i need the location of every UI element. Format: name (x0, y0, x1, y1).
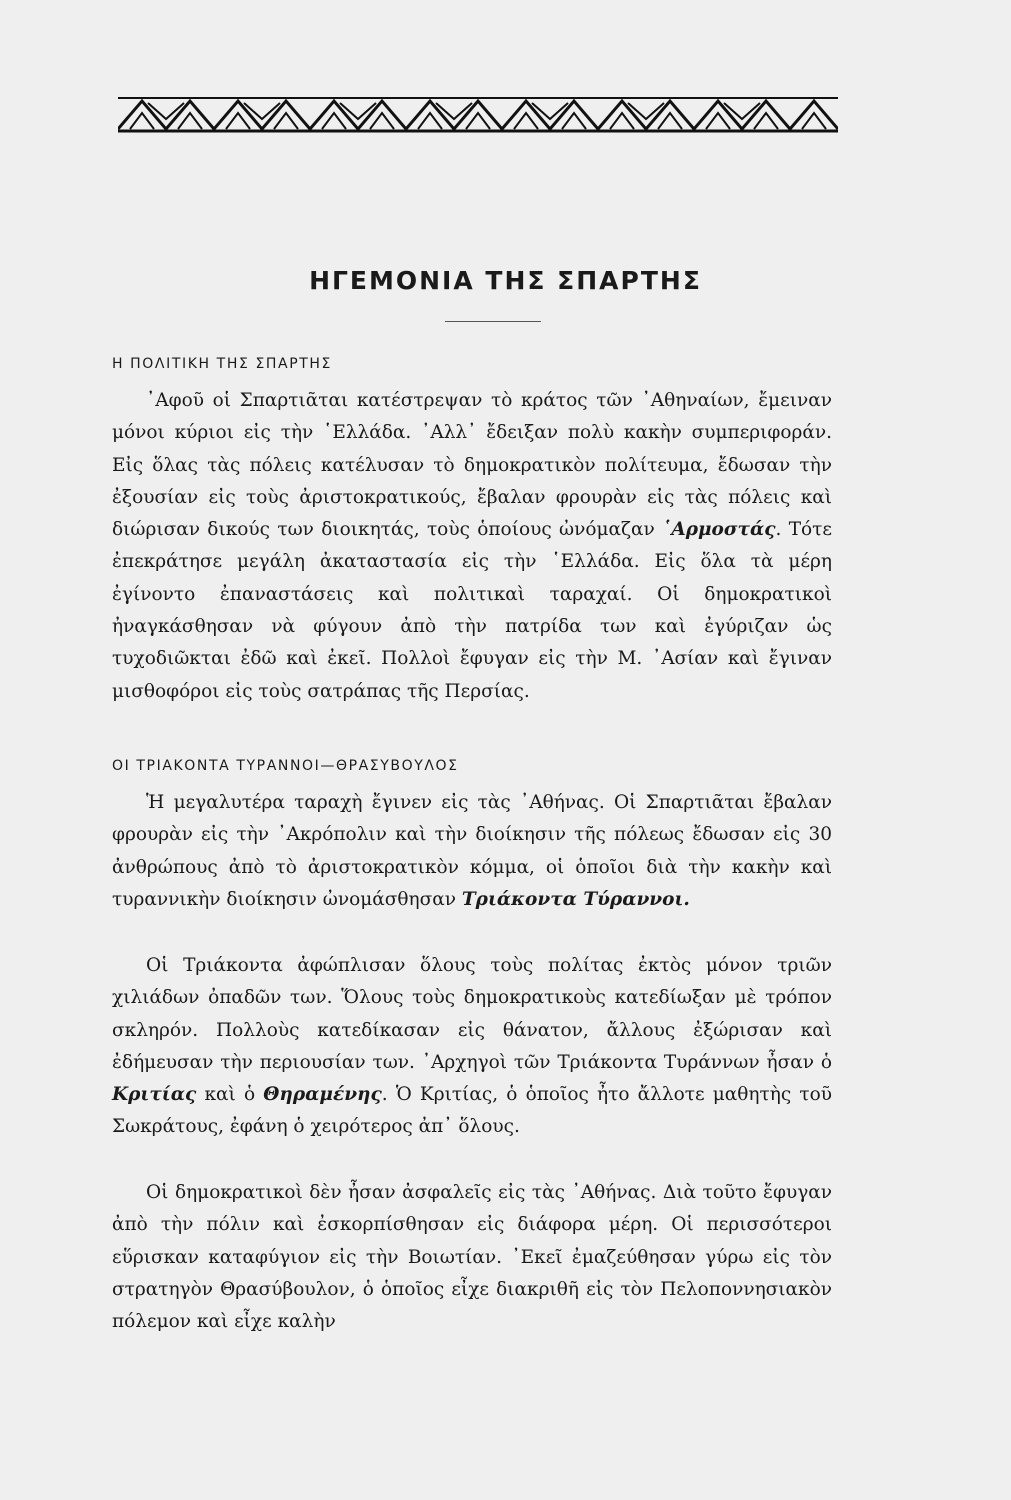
paragraph-text: . Ὁ Κριτίας, ὁ ὁποῖος ἦτο ἄλλοτε μαθητὴς τοῦ Σωκράτους, ἐφάνη ὁ χειρότερος ἀπ᾿ ὅλους. (112, 1084, 832, 1138)
chapter-title: ΗΓΕΜΟΝΙΑ ΤΗΣ ΣΠΑΡΤΗΣ (309, 266, 702, 295)
paragraph-democrats-exile (112, 1177, 832, 1338)
greek-meander-ornament (118, 95, 838, 135)
section-heading-politics: Η ΠΟΛΙΤΙΚΗ ΤΗΣ ΣΠΑΡΤΗΣ (112, 356, 332, 372)
paragraph-tyrants-rule (112, 950, 832, 1144)
paragraph-text: Οἱ δημοκρατικοὶ δὲν ἦσαν ἀσφαλεῖς εἰς τὰς ᾿Αθήνας. Διὰ τοῦτο ἔφυγαν ἀπὸ τὴν πόλιν καὶ ἐσκορπίσθησαν εἰς διάφορα μέρη. Οἱ περισσότεροι εὕρισκαν καταφύγιον εἰς τὴν Βοιωτίαν. ᾿Εκεῖ ἐμαζεύθησαν γύρω εἰς τὸν στρατηγὸν Θρασύβουλον, ὁ ὁποῖος εἶχε διακριθῆ εἰς τὸν Πελοποννησιακὸν πόλεμον καὶ εἶχε καλὴν (112, 1182, 832, 1333)
paragraph-tyrants-intro (112, 787, 832, 916)
paragraph-text: Οἱ Τριάκοντα ἀφώπλισαν ὅλους τοὺς πολίτας ἐκτὸς μόνον τριῶν χιλιάδων ὀπαδῶν των. Ὅλους τοὺς δημοκρατικοὺς κατεδίωξαν μὲ τρόπον σκληρόν. Πολλοὺς κατεδίκασαν εἰς θάνατον, ἄλλους ἐξώρισαν καὶ ἐδήμευσαν τὴν περιουσίαν των. ᾿Αρχηγοὶ τῶν Τριάκοντα Τυράννων ἦσαν ὁ (112, 955, 832, 1073)
term-thirty-tyrants: Τριάκοντα Τύραννοι. (461, 888, 690, 910)
term-theramenes: Θηραμένης (263, 1084, 382, 1106)
paragraph-text: Ἡ μεγαλυτέρα ταραχὴ ἔγινεν εἰς τὰς ᾿Αθήνας. Οἱ Σπαρτιᾶται ἔβαλαν φρουρὰν εἰς τὴν ᾿Ακρόπολιν καὶ τὴν διοίκησιν τῆς πόλεως ἔδωσαν εἰς 30 ἀνθρώπους ἀπὸ τὸ ἀριστοκρατικὸν κόμμα, οἱ ὁποῖοι διὰ τὴν κακὴν καὶ τυραννικὴν διοίκησιν ὠνομάσθησαν (112, 792, 832, 910)
title-underline (445, 321, 541, 322)
paragraph-text: . Τότε ἐπεκράτησε μεγάλη ἀκαταστασία εἰς τὴν ῾Ελλάδα. Εἰς ὅλα τὰ μέρη ἐγίνοντο ἐπαναστάσεις καὶ πολιτικαὶ ταραχαί. Οἱ δημοκρατικοὶ ἠναγκάσθησαν νὰ φύγουν ἀπὸ τὴν πατρίδα των καὶ ἐγύριζαν ὡς τυχοδιῶκται ἐδῶ καὶ ἐκεῖ. Πολλοὶ ἔφυγαν εἰς τὴν Μ. ᾿Ασίαν καὶ ἔγιναν μισθοφόροι εἰς τοὺς σατράπας τῆς Περσίας. (112, 519, 833, 702)
paragraph-politics (112, 385, 832, 708)
term-kritias: Κριτίας (112, 1084, 197, 1106)
paragraph-text: ᾿Αφοῦ οἱ Σπαρτιᾶται κατέστρεψαν τὸ κράτος τῶν ᾿Αθηναίων, ἔμειναν μόνοι κύριοι εἰς τὴν ῾Ελλάδα. ᾿Αλλ᾿ ἔδειξαν πολὺ κακὴν συμπεριφοράν. Εἰς ὅλας τὰς πόλεις κατέλυσαν τὸ δημοκρατικὸν πολίτευμα, ἔδωσαν τὴν ἐξουσίαν εἰς τοὺς ἀριστοκρατικούς, ἔβαλαν φρουρὰν εἰς τὰς πόλεις καὶ διώρισαν δικούς των διοικητάς, τοὺς ὁποίους ὠνόμαζαν (112, 390, 832, 541)
term-harmosts: ῾Αρμοστάς (662, 519, 776, 541)
paragraph-text: καὶ ὁ (196, 1084, 264, 1106)
section-heading-thirty-tyrants: ΟΙ ΤΡΙΑΚΟΝΤΑ ΤΥΡΑΝΝΟΙ—ΘΡΑΣΥΒΟΥΛΟΣ (112, 758, 459, 774)
